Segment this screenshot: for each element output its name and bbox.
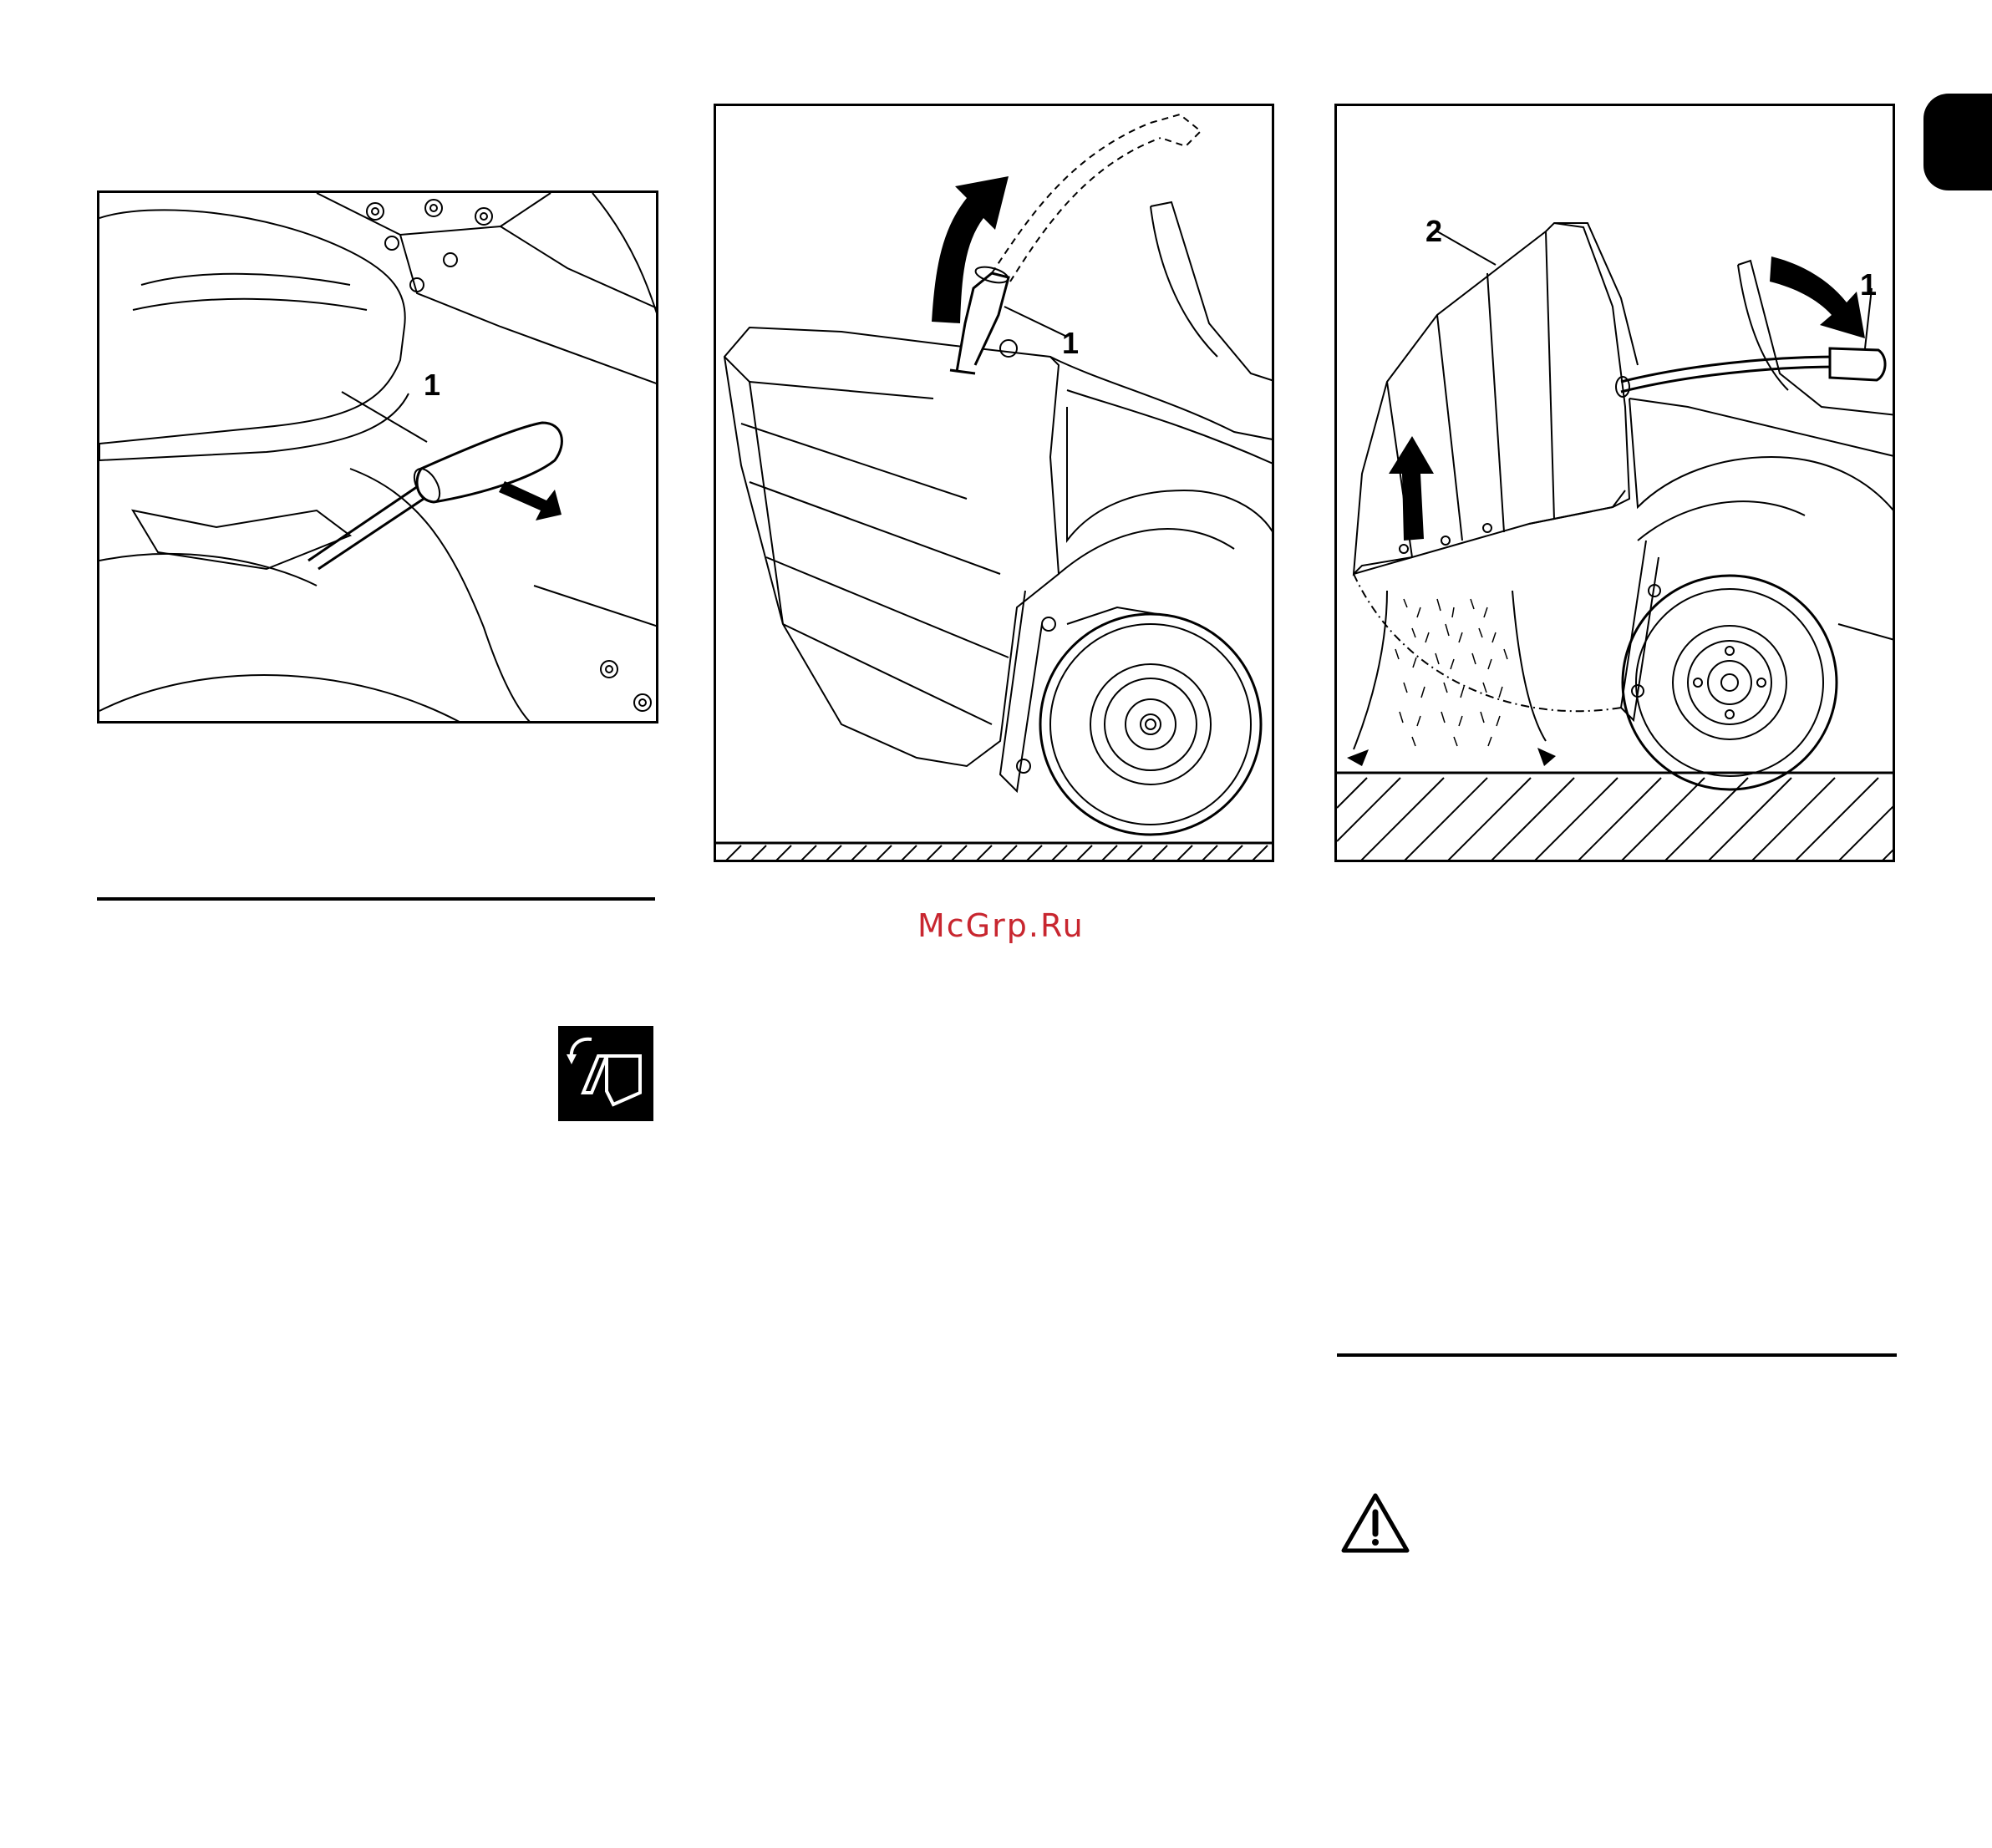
illustration-catcher-tipped [1337,106,1895,862]
figure-empty-catcher [1334,104,1895,862]
figure-release-lever [97,190,658,723]
warning-triangle-glyph [1340,1492,1410,1554]
figure-lift-catcher [714,104,1274,862]
callout-1: 1 [424,368,441,402]
illustration-seat-lever [99,193,658,723]
callout-1: 1 [1062,326,1080,360]
grass-catcher-tip-icon [558,1026,653,1121]
warning-triangle-icon [1340,1492,1410,1558]
section-divider [97,897,655,901]
illustration-catcher-lever-up [716,106,1274,862]
callout-2: 2 [1425,214,1443,248]
section-tab [1923,94,1992,190]
watermark: McGrp.Ru [917,907,1085,944]
section-divider [1337,1353,1897,1357]
callout-1: 1 [1860,267,1878,302]
tip-icon-glyph [558,1026,653,1121]
